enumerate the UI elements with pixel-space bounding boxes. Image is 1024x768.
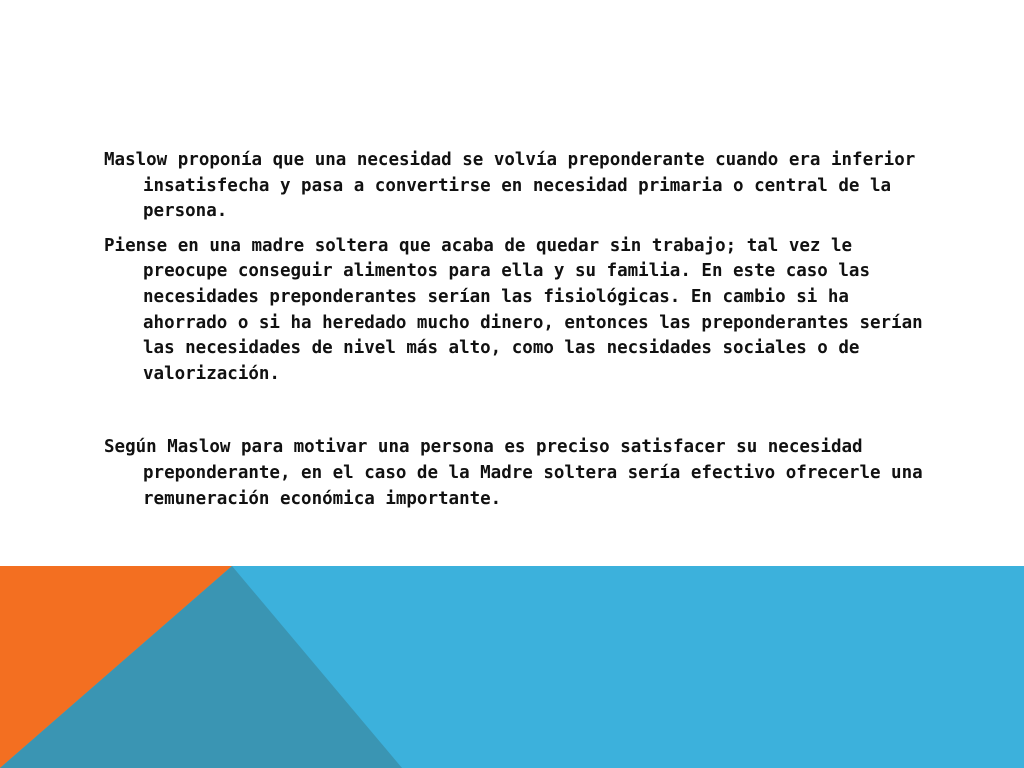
- decorative-bottom-band: [0, 566, 1024, 768]
- slide-body: [104, 148, 934, 512]
- paragraph-single-mother-example: Piense en una madre soltera que acaba de quedar sin trabajo; tal vez le preocupe conseguir alimentos para ella y su familia. En este caso las necesidades preponderantes serían las fisiológicas. En cambio si ha ahorrado o si ha heredado mucho dinero, entonces las preponderantes serían las necesidades de nivel más alto, como las necsidades sociales o de valorización.: [104, 235, 923, 384]
- paragraph-motivation-conclusion: Según Maslow para motivar una persona es preciso satisfacer su necesidad preponderante, en el caso de la Madre soltera sería efectivo ofrecerle una remuneración económica importante.: [104, 437, 923, 509]
- paragraph-maslow-preponderance: Maslow proponía que una necesidad se volvía preponderante cuando era inferior insatisfecha y pasa a convertirse en necesidad primaria o central de la persona.: [104, 150, 916, 222]
